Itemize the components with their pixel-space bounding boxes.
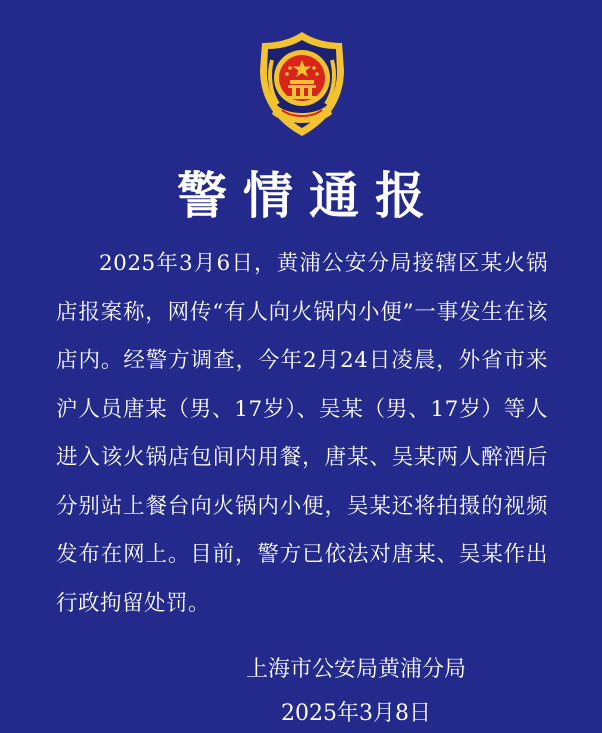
notice-title: 警情通报 xyxy=(177,167,441,225)
issuer-name: 上海市公安局黄浦分局 xyxy=(245,657,466,682)
notice-body xyxy=(56,240,548,628)
police-emblem-icon xyxy=(246,30,358,140)
notice-paragraph: 2025年3月6日，黄浦公安分局接辖区某火锅店报案称，网传“有人向火锅内小便”一事发生在该店内。经警方调查，今年2月24日凌晨，外省市来沪人员唐某（男、17岁）、吴某（男、17岁）等人进入该火锅店包间内用餐，唐某、吴某两人醉酒后分别站上餐台向火锅内小便，吴某还将拍摄的视频发布在网上。目前，警方已依法对唐某、吴某作出行政拘留处罚。 xyxy=(56,251,548,616)
issue-date: 2025年3月8日 xyxy=(281,701,431,726)
